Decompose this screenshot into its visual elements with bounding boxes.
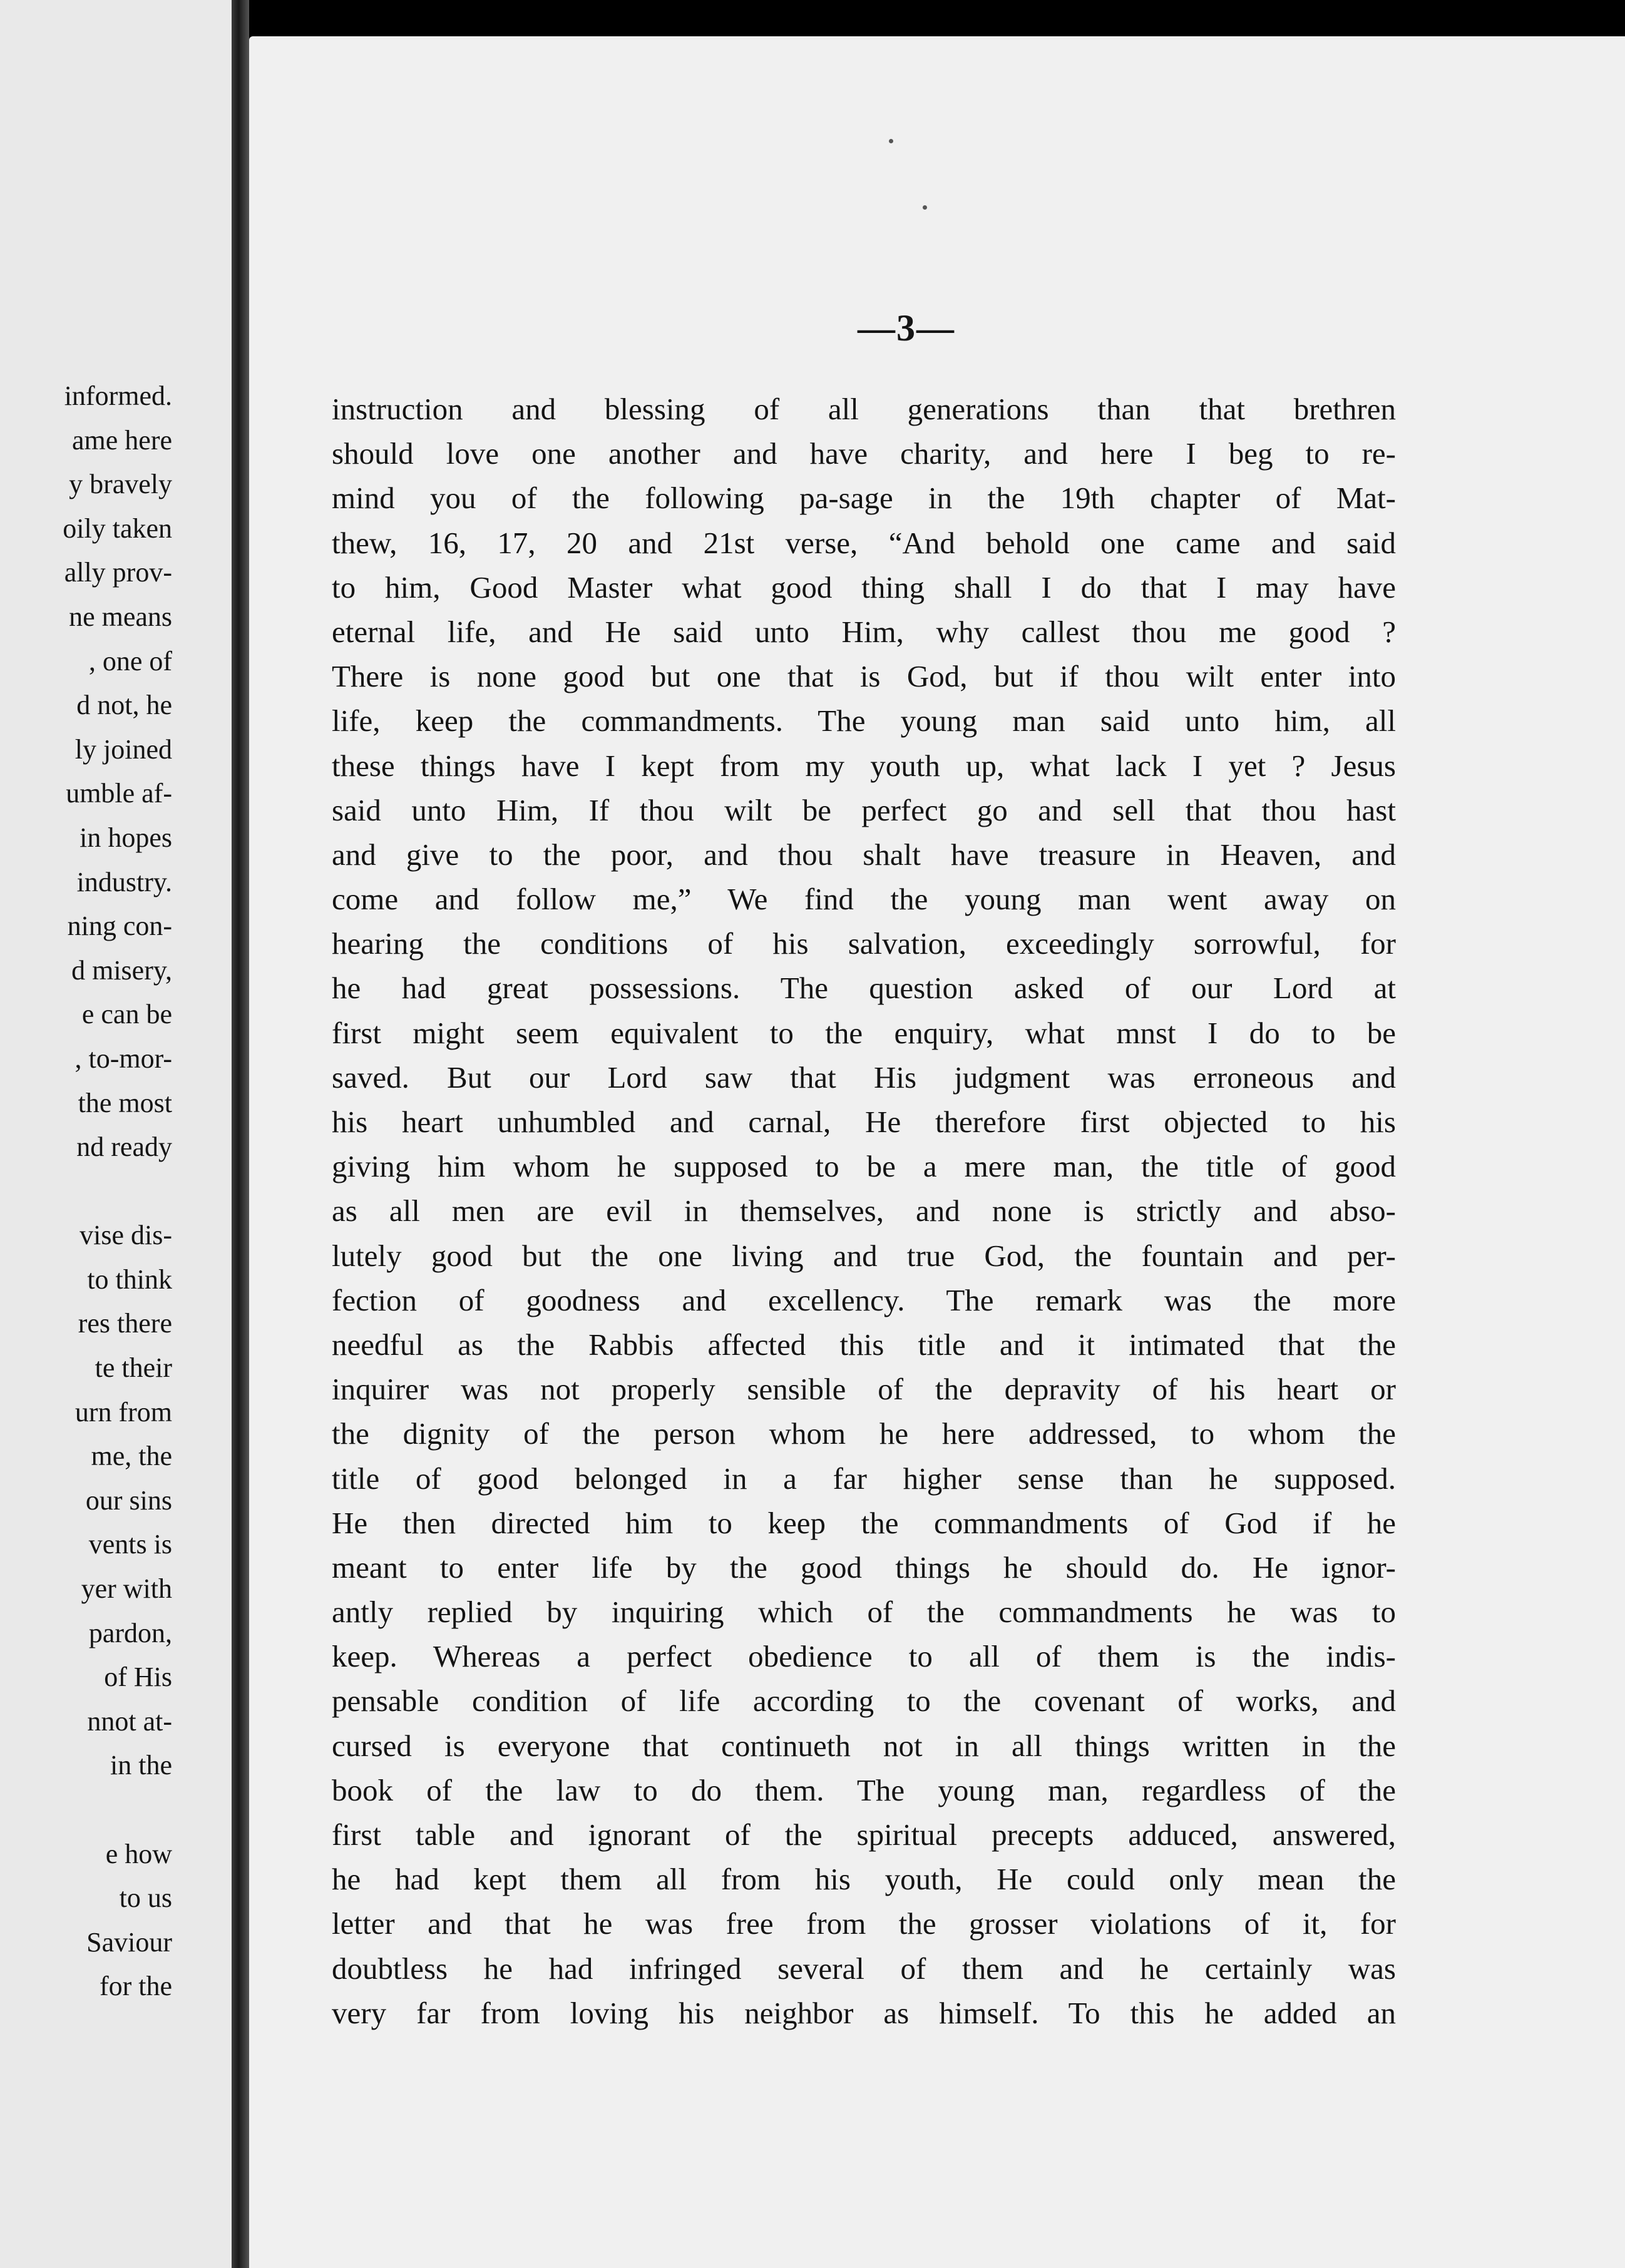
left-page-line (63, 1170, 172, 1214)
text-line: hearing the conditions of his salvation, exceedingly sorrowful, for (332, 926, 1396, 961)
left-page-line: industry. (76, 866, 172, 897)
left-page-line: me, the (91, 1441, 172, 1472)
text-line: book of the law to do them. The young man, regardless of the (332, 1772, 1396, 1807)
left-page-line: yer with (81, 1573, 172, 1605)
left-page-line: our sins (85, 1484, 172, 1516)
text-line: life, keep the commandments. The young man said unto him, all (332, 703, 1396, 738)
left-page-line (63, 1788, 172, 1832)
left-page-line: y bravely (69, 469, 172, 500)
text-line: lutely good but the one living and true God, the fountain and per- (332, 1238, 1396, 1273)
left-page-text (63, 374, 172, 2009)
text-line: thew, 16, 17, 20 and 21st verse, “And behold one came and said (332, 525, 1396, 560)
left-page-line: informed. (64, 381, 172, 411)
left-page-line: to think (87, 1264, 172, 1295)
left-page-line: ally prov- (64, 557, 172, 588)
text-line: he had great possessions. The question asked of our Lord at (332, 971, 1396, 1006)
text-line: first table and ignorant of the spiritual precepts adduced, answered, (332, 1817, 1396, 1852)
body-text (332, 387, 1396, 2035)
text-line: keep. Whereas a perfect obedience to all of them is the indis- (332, 1639, 1396, 1674)
text-line: fection of goodness and excellency. The remark was the more (332, 1282, 1396, 1317)
text-line: and give to the poor, and thou shalt have treasure in Heaven, and (332, 837, 1396, 872)
left-page-line: for the (99, 1971, 172, 2002)
text-line: antly replied by inquiring which of the commandments he was to (332, 1595, 1396, 1630)
left-page-line: in the (110, 1750, 172, 1781)
text-line: needful as the Rabbis affected this title and it intimated that the (332, 1327, 1396, 1362)
left-page-line: pardon, (88, 1617, 172, 1648)
book-gutter (232, 0, 249, 2268)
left-page-line: of His (104, 1662, 172, 1693)
left-page-line: Saviour (86, 1926, 172, 1958)
text-line: his heart unhumbled and carnal, He therefore first objected to his (332, 1105, 1396, 1139)
left-page-fragment (0, 0, 232, 2268)
left-page-line: d misery, (71, 954, 172, 986)
text-line: come and follow me,” We find the young man went away on (332, 882, 1396, 917)
text-line: pensable condition of life according to the covenant of works, and (332, 1683, 1396, 1719)
left-page-line: in hopes (79, 822, 172, 853)
page-speck (923, 205, 927, 210)
left-page-line: , to-mor- (74, 1043, 172, 1074)
text-line: very far from loving his neighbor as himself. To this he added an (332, 1995, 1396, 2030)
left-page-line: , one of (88, 645, 172, 677)
text-line: giving him whom he supposed to be a mere man, the title of good (332, 1149, 1396, 1184)
text-line: as all men are evil in themselves, and none is strictly and abso- (332, 1193, 1396, 1228)
page-number: —3— (858, 307, 955, 349)
text-line: he had kept them all from his youth, He could only mean the (332, 1862, 1396, 1897)
text-line: He then directed him to keep the commandments of God if he (332, 1505, 1396, 1540)
text-line: the dignity of the person whom he here addressed, to whom the (332, 1416, 1396, 1451)
text-line: these things have I kept from my youth up, what lack I yet ? Jesus (332, 748, 1396, 783)
text-line: doubtless he had infringed several of them and he certainly was (332, 1951, 1396, 1986)
text-line: cursed is everyone that continueth not in all things written in the (332, 1728, 1396, 1763)
left-page-line: oily taken (63, 513, 172, 544)
left-page-line: res there (78, 1308, 172, 1339)
text-line: inquirer was not properly sensible of the depravity of his heart or (332, 1372, 1396, 1407)
text-line: title of good belonged in a far higher sense than he supposed. (332, 1461, 1396, 1496)
left-page-line: urn from (74, 1396, 172, 1428)
right-page (249, 36, 1625, 2268)
text-line: mind you of the following pa-sage in the 19th chapter of Mat- (332, 481, 1396, 516)
text-line: letter and that he was free from the grosser violations of it, for (332, 1906, 1396, 1941)
left-page-line: nnot at- (87, 1705, 172, 1737)
left-page-line: e can be (81, 999, 172, 1030)
left-page-line: te their (95, 1352, 172, 1384)
text-line: said unto Him, If thou wilt be perfect go and sell that thou hast (332, 792, 1396, 827)
left-page-line: vents is (88, 1529, 172, 1560)
text-line: should love one another and have charity, and here I beg to re- (332, 436, 1396, 471)
text-line: There is none good but one that is God, but if thou wilt enter into (332, 659, 1396, 694)
text-line: first might seem equivalent to the enquiry, what mnst I do to be (332, 1015, 1396, 1050)
left-page-line: d not, he (76, 690, 172, 721)
left-page-line: ly joined (74, 733, 172, 765)
left-page-line: ne means (69, 601, 172, 632)
left-page-line: nd ready (76, 1131, 172, 1163)
left-page-line: e how (105, 1838, 172, 1869)
left-page-line: umble af- (66, 778, 172, 809)
left-page-line: the most (78, 1087, 172, 1118)
left-page-line: ame here (72, 424, 172, 456)
left-page-line: to us (119, 1882, 172, 1914)
left-page-line: ning con- (67, 911, 172, 942)
text-line: saved. But our Lord saw that His judgment was erroneous and (332, 1060, 1396, 1095)
text-line: eternal life, and He said unto Him, why callest thou me good ? (332, 614, 1396, 649)
left-page-line: vise dis- (79, 1220, 172, 1251)
page-speck (889, 139, 893, 143)
text-line: to him, Good Master what good thing shall I do that I may have (332, 570, 1396, 605)
text-line: meant to enter life by the good things he should do. He ignor- (332, 1550, 1396, 1585)
text-line: instruction and blessing of all generations than that brethren (332, 392, 1396, 426)
